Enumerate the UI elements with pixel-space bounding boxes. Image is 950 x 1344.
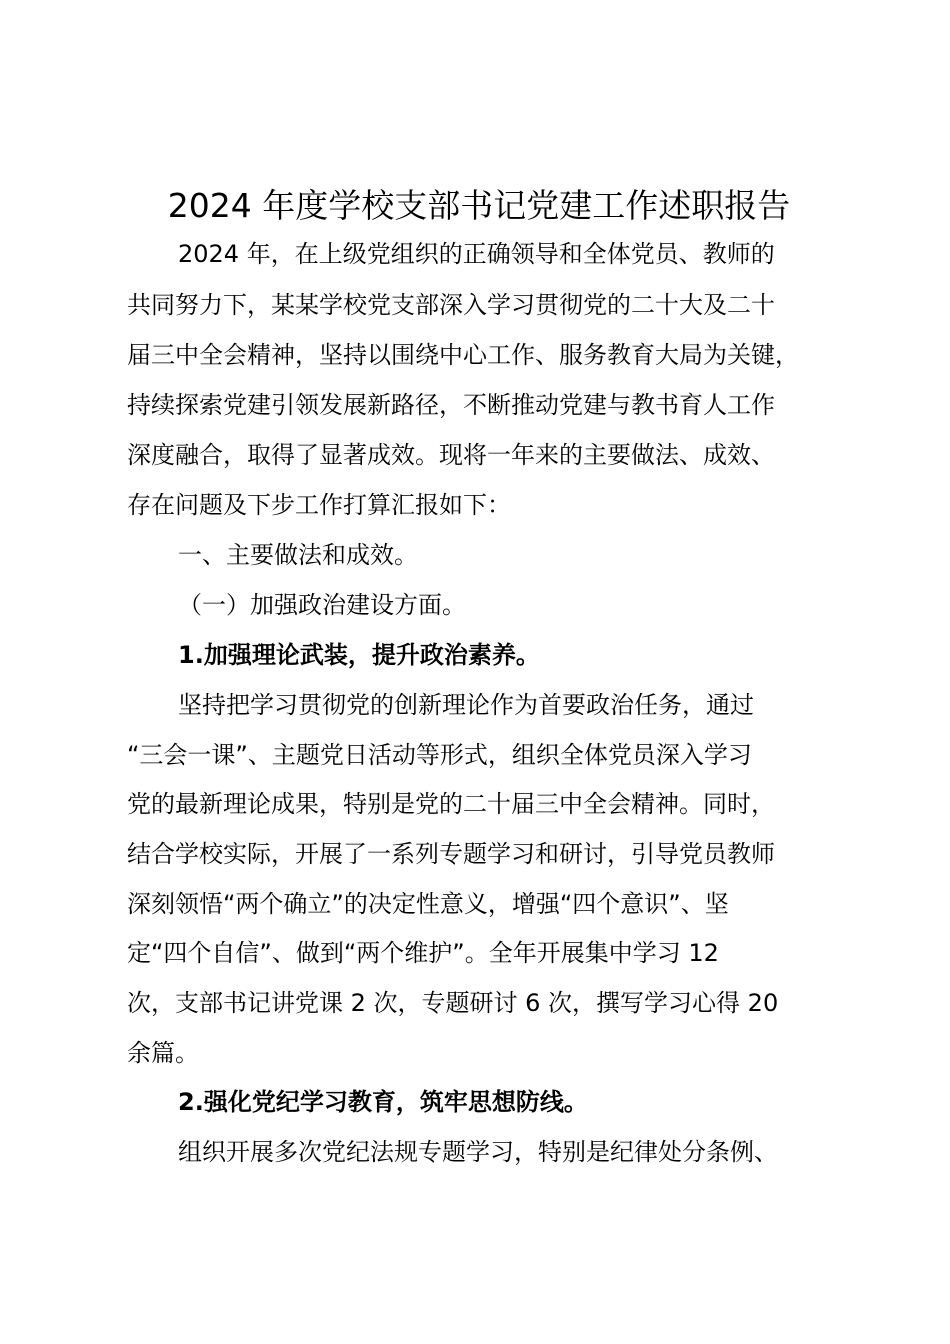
section-heading: 一、主要做法和成效。 bbox=[178, 541, 418, 569]
item-1-line-4: 结合学校实际，开展了一系列专题学习和研讨，引导党员教师 bbox=[127, 840, 775, 868]
intro-line-3: 届三中全会精神，坚持以围绕中心工作、服务教育大局为关键， bbox=[127, 341, 799, 369]
item-1-line-3: 党的最新理论成果，特别是党的二十届三中全会精神。同时， bbox=[127, 790, 775, 818]
intro-line-1: 2024 年，在上级党组织的正确领导和全体党员、教师的 bbox=[178, 240, 775, 268]
intro-line-5: 深度融合，取得了显著成效。现将一年来的主要做法、成效、 bbox=[127, 441, 775, 469]
intro-line-6: 存在问题及下步工作打算汇报如下： bbox=[127, 491, 511, 519]
item-1-line-6: 定“四个自信”、做到“两个维护”。全年开展集中学习 12 bbox=[127, 939, 719, 967]
intro-line-4: 持续探索党建引领发展新路径，不断推动党建与教书育人工作 bbox=[127, 391, 775, 419]
item-1-line-2: “三会一课”、主题党日活动等形式，组织全体党员深入学习 bbox=[127, 741, 752, 769]
subsection-heading: （一）加强政治建设方面。 bbox=[178, 591, 466, 619]
item-1-line-7: 次，支部书记讲党课 2 次，专题研讨 6 次，撰写学习心得 20 bbox=[127, 989, 779, 1017]
item-1-line-8: 余篇。 bbox=[127, 1039, 199, 1067]
item-2-line-1: 组织开展多次党纪法规专题学习，特别是纪律处分条例、 bbox=[178, 1138, 778, 1166]
item-1-line-5: 深刻领悟“两个确立”的决定性意义，增强“四个意识”、坚 bbox=[127, 890, 729, 918]
intro-line-2: 共同努力下，某某学校党支部深入学习贯彻党的二十大及二十 bbox=[127, 291, 775, 319]
item-1-heading: 1.加强理论武装，提升政治素养。 bbox=[178, 641, 540, 669]
item-1-line-1: 坚持把学习贯彻党的创新理论作为首要政治任务，通过 bbox=[178, 691, 754, 719]
item-2-heading: 2.强化党纪学习教育，筑牢思想防线。 bbox=[178, 1088, 588, 1116]
document-title: 2024 年度学校支部书记党建工作述职报告 bbox=[167, 186, 791, 225]
